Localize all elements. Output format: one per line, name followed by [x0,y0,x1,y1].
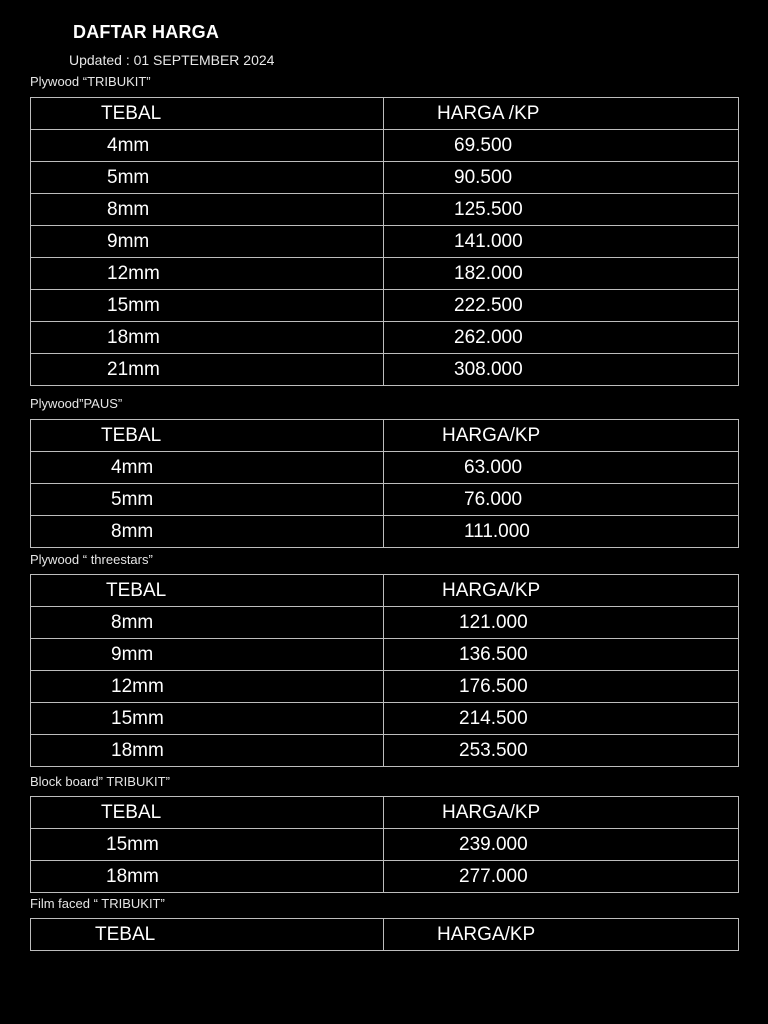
size-cell: 8mm [31,607,384,639]
price-cell: 253.500 [384,735,739,767]
table-row [31,452,739,484]
column-header-tebal: TEBAL [31,420,384,452]
table-row [31,258,739,290]
size-cell: 18mm [31,861,384,893]
table-row [31,829,739,861]
table-header-row [31,919,739,951]
column-header-tebal: TEBAL [31,797,384,829]
price-cell: 125.500 [384,194,739,226]
column-header-tebal: TEBAL [31,919,384,951]
price-cell: 262.000 [384,322,739,354]
column-header-harga: HARGA /KP [384,98,739,130]
table-row [31,194,739,226]
table-row [31,607,739,639]
column-header-harga: HARGA/KP [384,919,739,951]
section-label-plywood-paus: Plywood”PAUS” [30,396,123,411]
section-label-blockboard-tribukit: Block board” TRIBUKIT” [30,774,170,789]
table-row [31,516,739,548]
price-table-plywood-paus [30,419,739,548]
price-cell: 176.500 [384,671,739,703]
price-cell: 308.000 [384,354,739,386]
table-row [31,671,739,703]
section-label-plywood-tribukit: Plywood “TRIBUKIT” [30,74,151,89]
price-cell: 69.500 [384,130,739,162]
size-cell: 4mm [31,130,384,162]
size-cell: 8mm [31,516,384,548]
price-table-blockboard-tribukit [30,796,739,893]
size-cell: 5mm [31,484,384,516]
price-cell: 182.000 [384,258,739,290]
price-table-plywood-tribukit [30,97,739,386]
column-header-tebal: TEBAL [31,98,384,130]
price-table-filmfaced-tribukit [30,918,739,951]
column-header-tebal: TEBAL [31,575,384,607]
table-row [31,484,739,516]
table-row [31,861,739,893]
size-cell: 21mm [31,354,384,386]
price-cell: 141.000 [384,226,739,258]
price-cell: 222.500 [384,290,739,322]
table-row [31,735,739,767]
page-title: DAFTAR HARGA [73,22,220,42]
section-label-filmfaced-tribukit: Film faced “ TRIBUKIT” [30,896,165,911]
price-cell: 277.000 [384,861,739,893]
table-row [31,226,739,258]
table-row [31,354,739,386]
price-cell: 90.500 [384,162,739,194]
price-cell: 111.000 [384,516,739,548]
size-cell: 15mm [31,829,384,861]
column-header-harga: HARGA/KP [384,797,739,829]
table-row [31,322,739,354]
size-cell: 12mm [31,671,384,703]
column-header-harga: HARGA/KP [384,420,739,452]
table-row [31,130,739,162]
size-cell: 15mm [31,290,384,322]
size-cell: 4mm [31,452,384,484]
column-header-harga: HARGA/KP [384,575,739,607]
size-cell: 8mm [31,194,384,226]
price-cell: 136.500 [384,639,739,671]
price-cell: 214.500 [384,703,739,735]
size-cell: 12mm [31,258,384,290]
table-header-row [31,575,739,607]
size-cell: 5mm [31,162,384,194]
size-cell: 18mm [31,735,384,767]
table-row [31,703,739,735]
price-cell: 239.000 [384,829,739,861]
table-header-row [31,420,739,452]
section-label-plywood-threestars: Plywood “ threestars” [30,552,153,567]
size-cell: 15mm [31,703,384,735]
price-cell: 76.000 [384,484,739,516]
table-header-row [31,797,739,829]
table-row [31,290,739,322]
size-cell: 18mm [31,322,384,354]
table-row [31,639,739,671]
table-row [31,162,739,194]
price-cell: 121.000 [384,607,739,639]
price-cell: 63.000 [384,452,739,484]
size-cell: 9mm [31,639,384,671]
price-table-plywood-threestars [30,574,739,767]
updated-date: Updated : 01 SEPTEMBER 2024 [69,52,275,68]
table-header-row [31,98,739,130]
size-cell: 9mm [31,226,384,258]
